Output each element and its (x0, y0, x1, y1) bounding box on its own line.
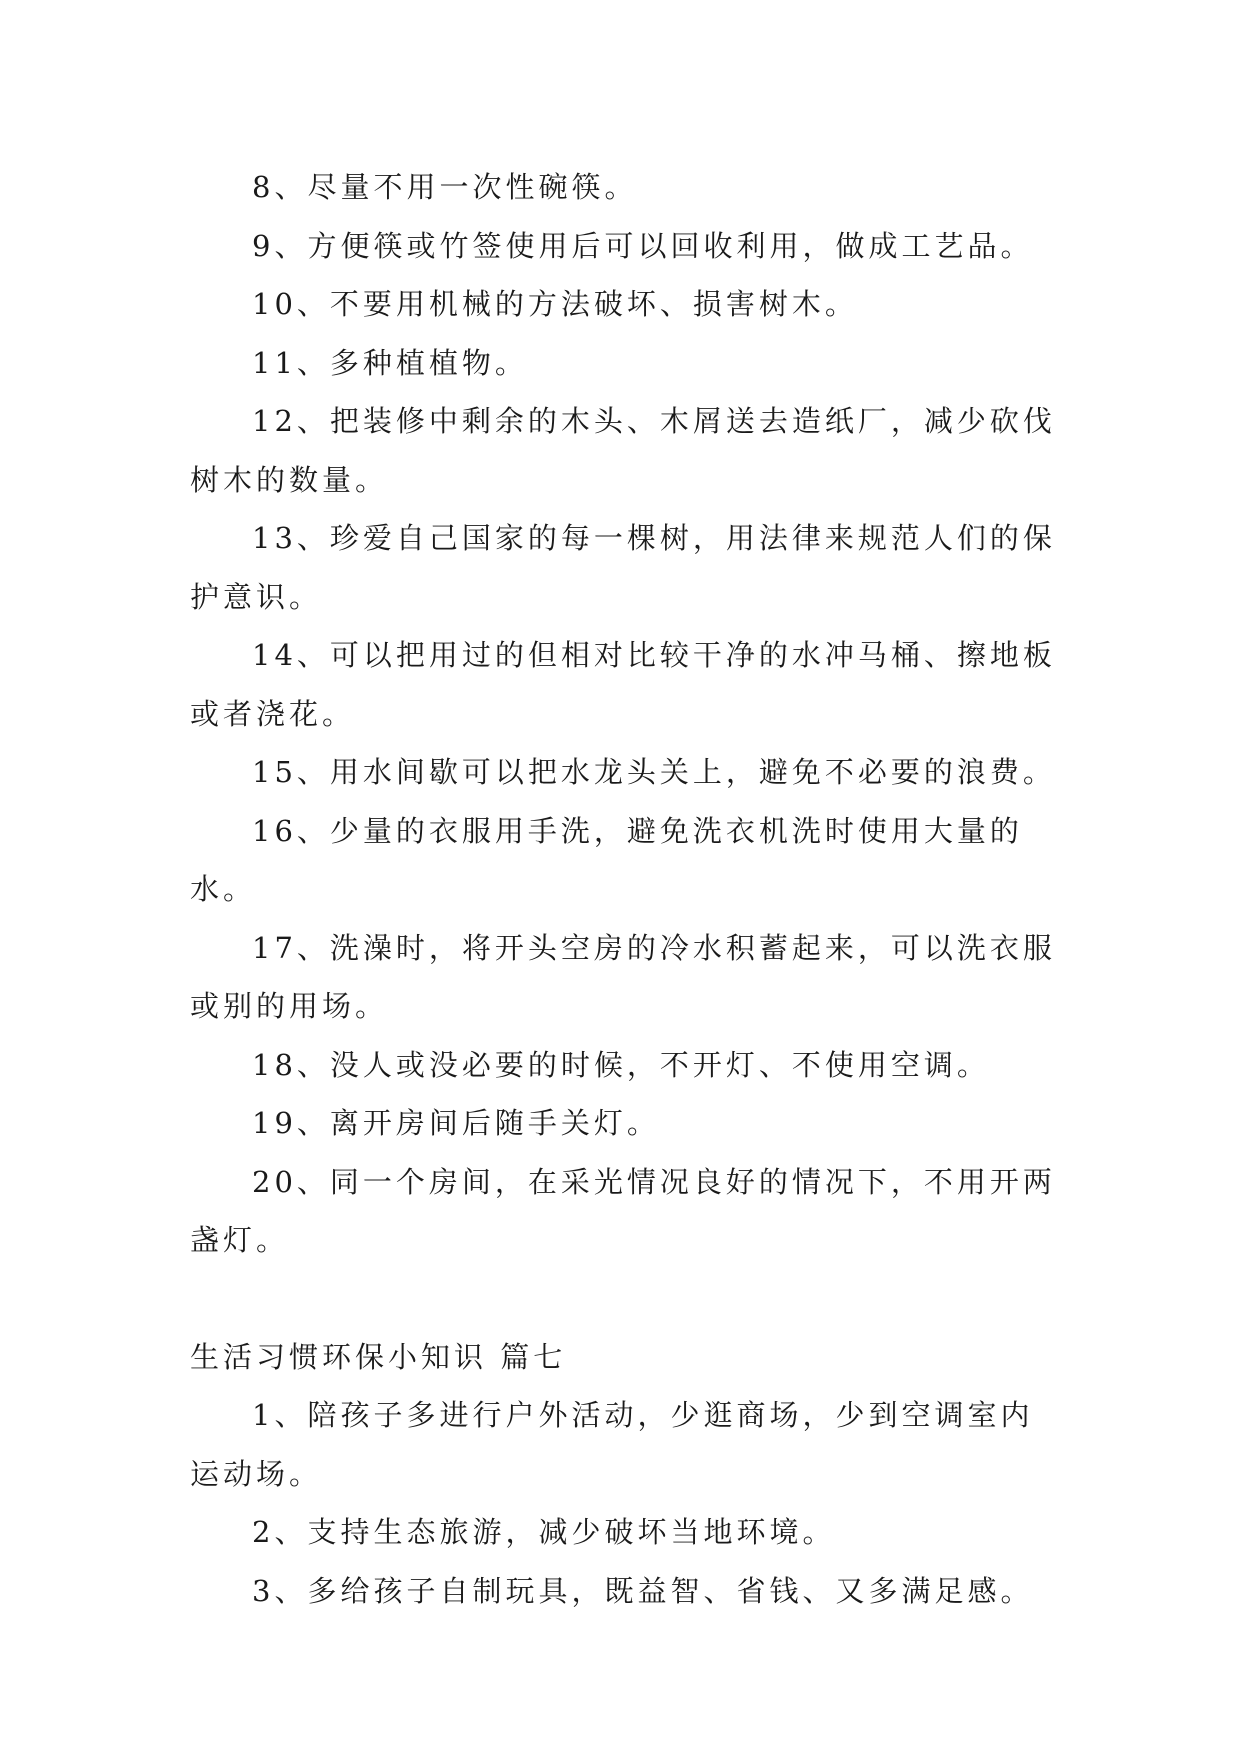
list-item: 11、多种植植物。 (252, 345, 528, 380)
list-item: 12、把装修中剩余的木头、木屑送去造纸厂，减少砍伐树木的数量。 (190, 404, 1056, 497)
list-item: 13、珍爱自己国家的每一棵树，用法律来规范人们的保护意识。 (190, 521, 1056, 614)
list-item: 15、用水间歇可以把水龙头关上，避免不必要的浪费。 (252, 755, 1056, 789)
section-heading: 生活习惯环保小知识 篇七 (190, 1339, 567, 1374)
list-item: 3、多给孩子自制玩具，既益智、省钱、又多满足感。 (252, 1573, 1034, 1608)
document-body (190, 158, 1060, 1620)
list-item: 9、方便筷或竹签使用后可以回收利用，做成工艺品。 (252, 228, 1034, 263)
list-item: 10、不要用机械的方法破坏、损害树木。 (252, 287, 858, 321)
list-item: 2、支持生态旅游，减少破坏当地环境。 (252, 1515, 836, 1549)
list-item: 19、离开房间后随手关灯。 (252, 1106, 660, 1140)
list-item: 20、同一个房间，在采光情况良好的情况下，不用开两盏灯。 (190, 1164, 1056, 1257)
list-item: 14、可以把用过的但相对比较干净的水冲马桶、擦地板或者浇花。 (190, 638, 1056, 731)
list-item: 17、洗澡时，将开头空房的冷水积蓄起来，可以洗衣服或别的用场。 (190, 930, 1056, 1023)
list-item: 1、陪孩子多进行户外活动，少逛商场，少到空调室内运动场。 (190, 1398, 1034, 1491)
list-item: 8、尽量不用一次性碗筷。 (252, 170, 638, 204)
list-item: 18、没人或没必要的时候，不开灯、不使用空调。 (252, 1047, 990, 1082)
list-item: 16、少量的衣服用手洗，避免洗衣机洗时使用大量的水。 (190, 813, 1023, 906)
